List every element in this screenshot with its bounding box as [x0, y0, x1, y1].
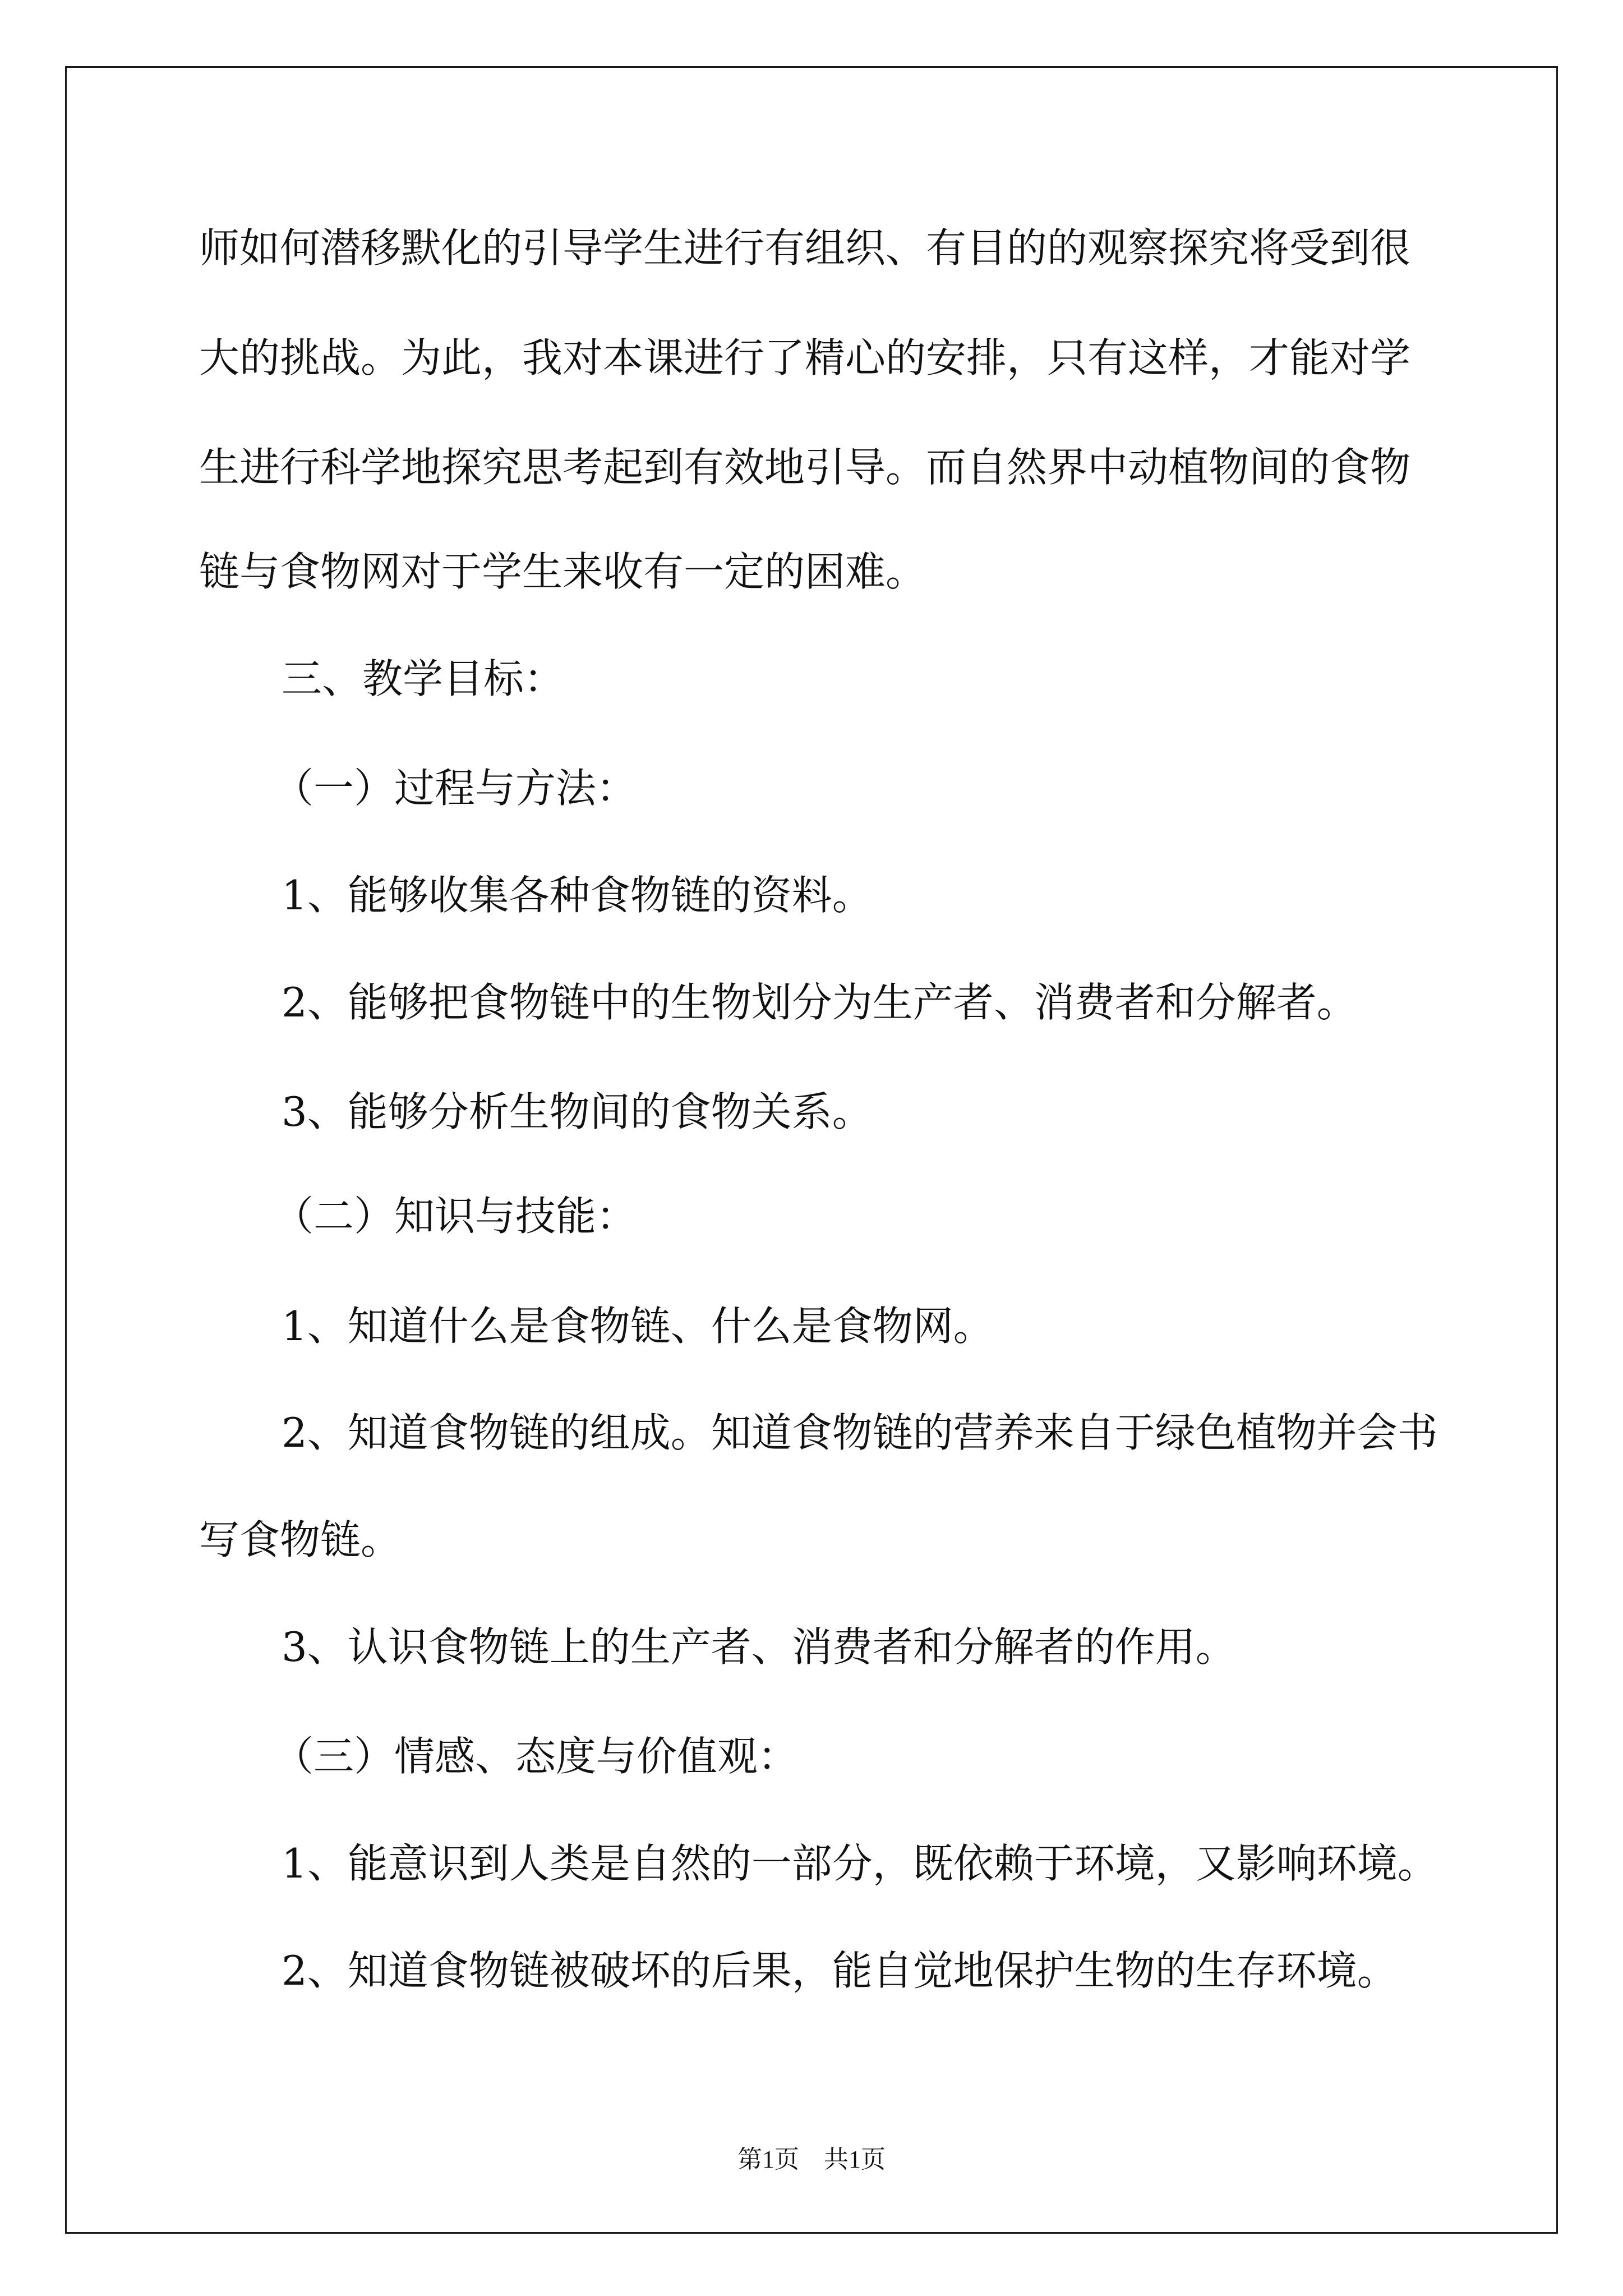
- list-item: 2、能够把食物链中的生物划分为生产者、消费者和分解者。: [282, 979, 1357, 1026]
- list-item-continuation: 写食物链。: [199, 1516, 402, 1563]
- paragraph-line: 大的挑战。为此，我对本课进行了精心的安排，只有这样，才能对学: [199, 334, 1411, 381]
- list-item: 1、能够收集各种食物链的资料。: [282, 872, 873, 919]
- subsection-heading: （三）情感、态度与价值观：: [273, 1733, 799, 1780]
- subsection-heading: （二）知识与技能：: [273, 1193, 637, 1240]
- list-item: 2、知道食物链的组成。知道食物链的营养来自于绿色植物并会书: [282, 1409, 1438, 1456]
- paragraph-line: 师如何潜移默化的引导学生进行有组织、有目的的观察探究将受到很: [199, 224, 1411, 272]
- list-item: 3、能够分析生物间的食物关系。: [282, 1088, 873, 1135]
- paragraph-line: 生进行科学地探究思考起到有效地引导。而自然界中动植物间的食物: [199, 444, 1411, 491]
- list-item: 2、知道食物链被破坏的后果，能自觉地保护生物的生存环境。: [282, 1947, 1398, 1994]
- list-item: 1、知道什么是食物链、什么是食物网。: [282, 1303, 994, 1350]
- page-border: [65, 66, 1558, 2234]
- subsection-heading: （一）过程与方法：: [273, 765, 637, 812]
- paragraph-line: 链与食物网对于学生来收有一定的困难。: [199, 548, 926, 595]
- page-footer: 第1页 共1页: [737, 2146, 886, 2173]
- list-item: 3、认识食物链上的生产者、消费者和分解者的作用。: [282, 1623, 1236, 1671]
- list-item: 1、能意识到人类是自然的一部分，既依赖于环境，又影响环境。: [282, 1840, 1438, 1887]
- section-heading: 三、教学目标：: [282, 655, 565, 702]
